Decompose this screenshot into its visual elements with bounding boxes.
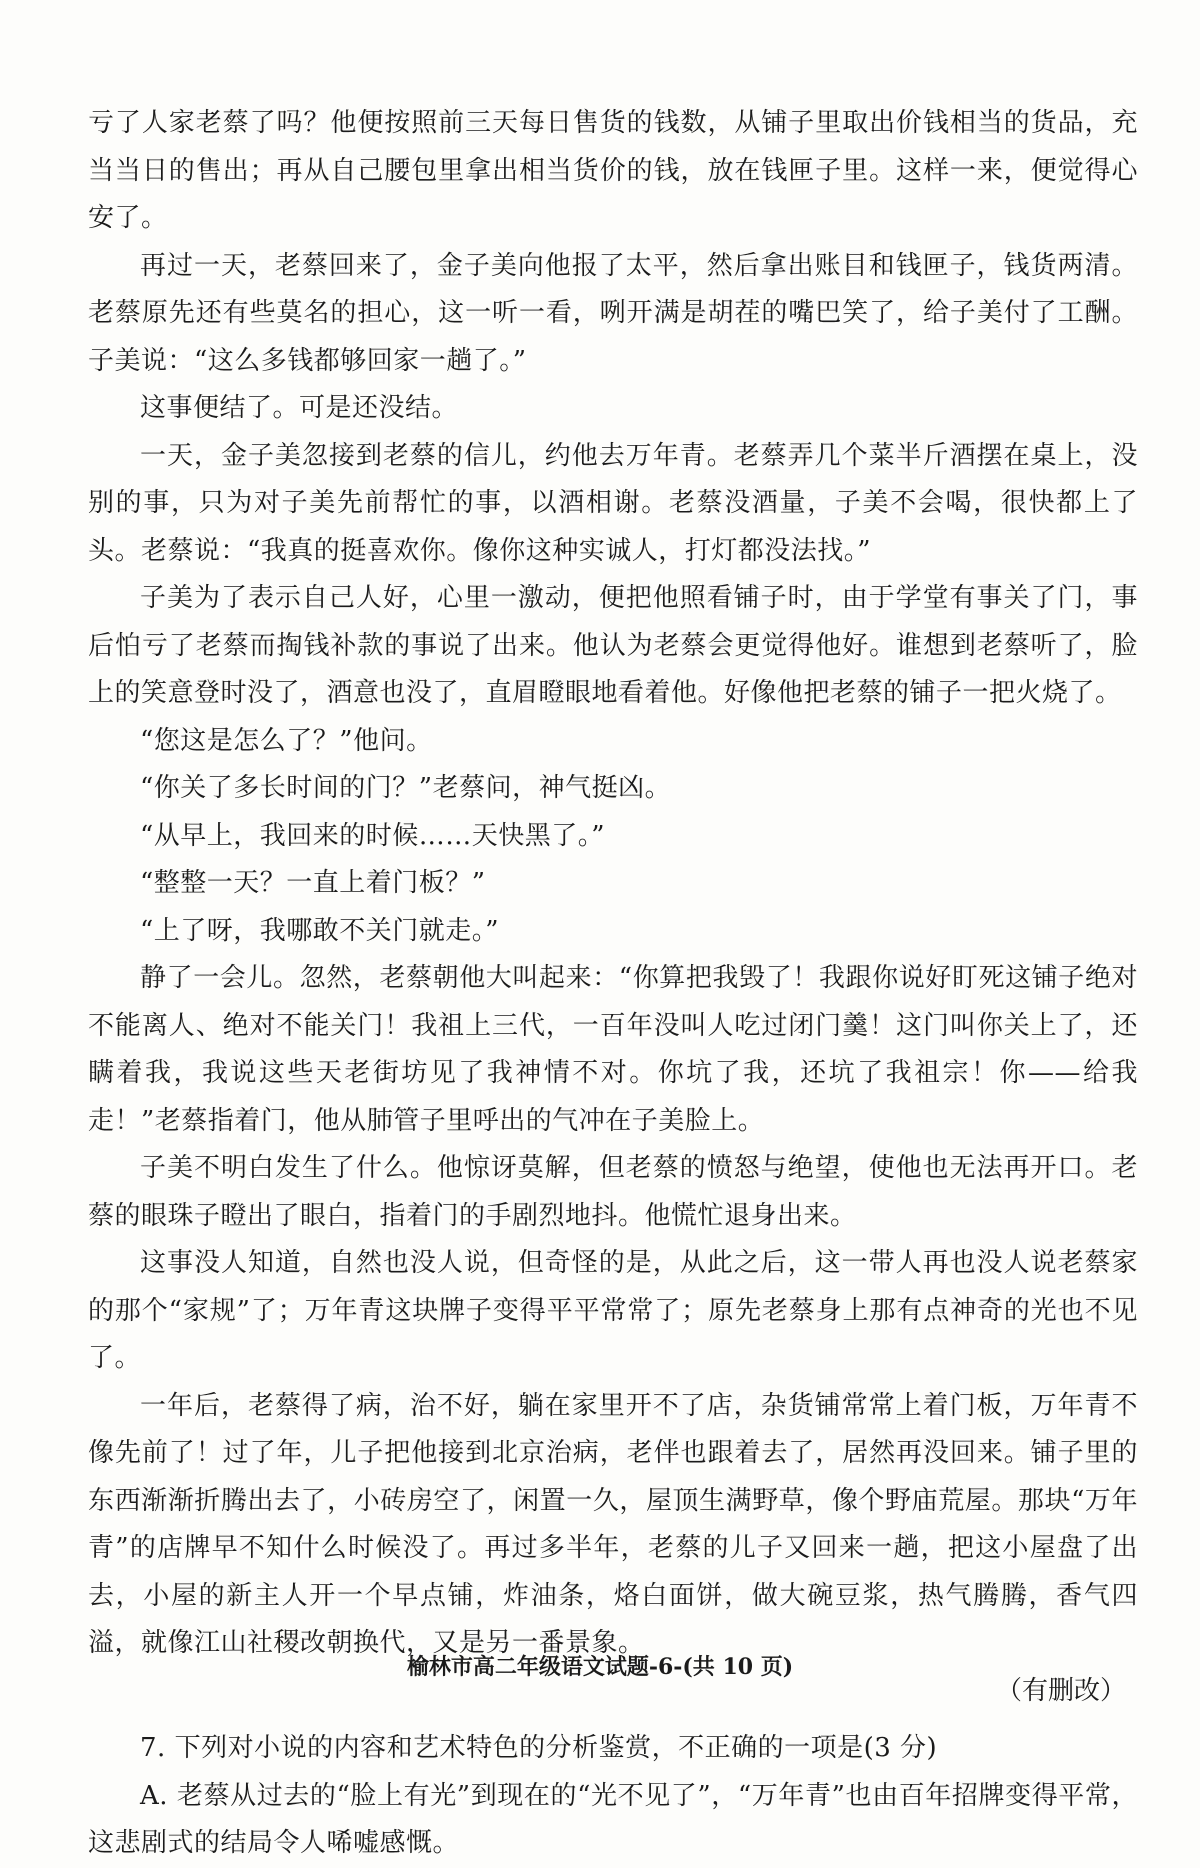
page-footer: 榆林市高二年级语文试题-6-(共 10 页) [406, 1654, 794, 1680]
dialogue-line: “你关了多长时间的门？”老蔡问，神气挺凶。 [140, 773, 672, 803]
dialogue-line: “整整一天？一直上着门板？” [140, 868, 486, 898]
paragraph: 子美为了表示自己人好，心里一激动，便把他照看铺子时，由于学堂有事关了门，事后怕亏了老蔡而掏钱补款的事说了出来。他认为老蔡会更觉得他好。谁想到老蔡听了，脸上的笑意登时没了，酒意也没了，直眉瞪眼地看着他。好像他把老蔡的铺子一把火烧了。 [88, 583, 1138, 708]
paragraph: 一天，金子美忽接到老蔡的信儿，约他去万年青。老蔡弄几个菜半斤酒摆在桌上，没别的事，只为对子美先前帮忙的事，以酒相谢。老蔡没酒量，子美不会喝，很快都上了头。老蔡说：“我真的挺喜欢你。像你这种实诚人，打灯都没法找。” [88, 440, 1138, 566]
paragraph: 再过一天，老蔡回来了，金子美向他报了太平，然后拿出账目和钱匣子，钱货两清。老蔡原先还有些莫名的担心，这一听一看，咧开满是胡茬的嘴巴笑了，给子美付了工酬。子美说：“这么多钱都够回家一趟了。” [88, 250, 1138, 376]
paragraph: 子美不明白发生了什么。他惊讶莫解，但老蔡的愤怒与绝望，使他也无法再开口。老蔡的眼珠子瞪出了眼白，指着门的手剧烈地抖。他慌忙退身出来。 [88, 1153, 1138, 1231]
paragraph: 静了一会儿。忽然，老蔡朝他大叫起来：“你算把我毁了！我跟你说好盯死这铺子绝对不能离人、绝对不能关门！我祖上三代，一百年没叫人吃过闭门羹！这门叫你关上了，还瞒着我，我说这些天老街坊见了我神情不对。你坑了我，还坑了我祖宗！你——给我走！”老蔡指着门，他从肺管子里呼出的气冲在子美脸上。 [88, 963, 1138, 1136]
edit-note: （有删改） [995, 1675, 1126, 1706]
question-option-a: A. 老蔡从过去的“脸上有光”到现在的“光不见了”，“万年青”也由百年招牌变得平常，这悲剧式的结局令人唏嘘感慨。 [88, 1780, 1138, 1858]
paragraph: 亏了人家老蔡了吗？他便按照前三天每日售货的钱数，从铺子里取出价钱相当的货品，充当当日的售出；再从自己腰包里拿出相当货价的钱，放在钱匣子里。这样一来，便觉得心安了。 [88, 108, 1138, 233]
paragraph: 这事没人知道，自然也没人说，但奇怪的是，从此之后，这一带人再也没人说老蔡家的那个“家规”了；万年青这块牌子变得平平常常了；原先老蔡身上那有点神奇的光也不见了。 [88, 1248, 1138, 1373]
dialogue-line: “从早上，我回来的时候……天快黑了。” [140, 820, 606, 851]
paragraph: 一年后，老蔡得了病，治不好，躺在家里开不了店，杂货铺常常上着门板，万年青不像先前了！过了年，儿子把他接到北京治病，老伴也跟着去了，居然再没回来。铺子里的东西渐渐折腾出去了，小砖房空了，闲置一久，屋顶生满野草，像个野庙荒屋。那块“万年青”的店牌早不知什么时候没了。再过多半年，老蔡的儿子又回来一趟，把这小屋盘了出去，小屋的新主人开一个早点铺，炸油条，烙白面饼，做大碗豆浆，热气腾腾，香气四溢，就像江山社稷改朝换代，又是另一番景象。 [88, 1390, 1138, 1658]
article-body [88, 100, 1138, 1868]
dialogue-line: “上了呀，我哪敢不关门就走。” [140, 915, 500, 946]
question-stem: 7. 下列对小说的内容和艺术特色的分析鉴赏，不正确的一项是(3 分) [140, 1733, 938, 1763]
dialogue-line: “您这是怎么了？”他问。 [140, 725, 433, 756]
paragraph: 这事便结了。可是还没结。 [140, 393, 459, 423]
